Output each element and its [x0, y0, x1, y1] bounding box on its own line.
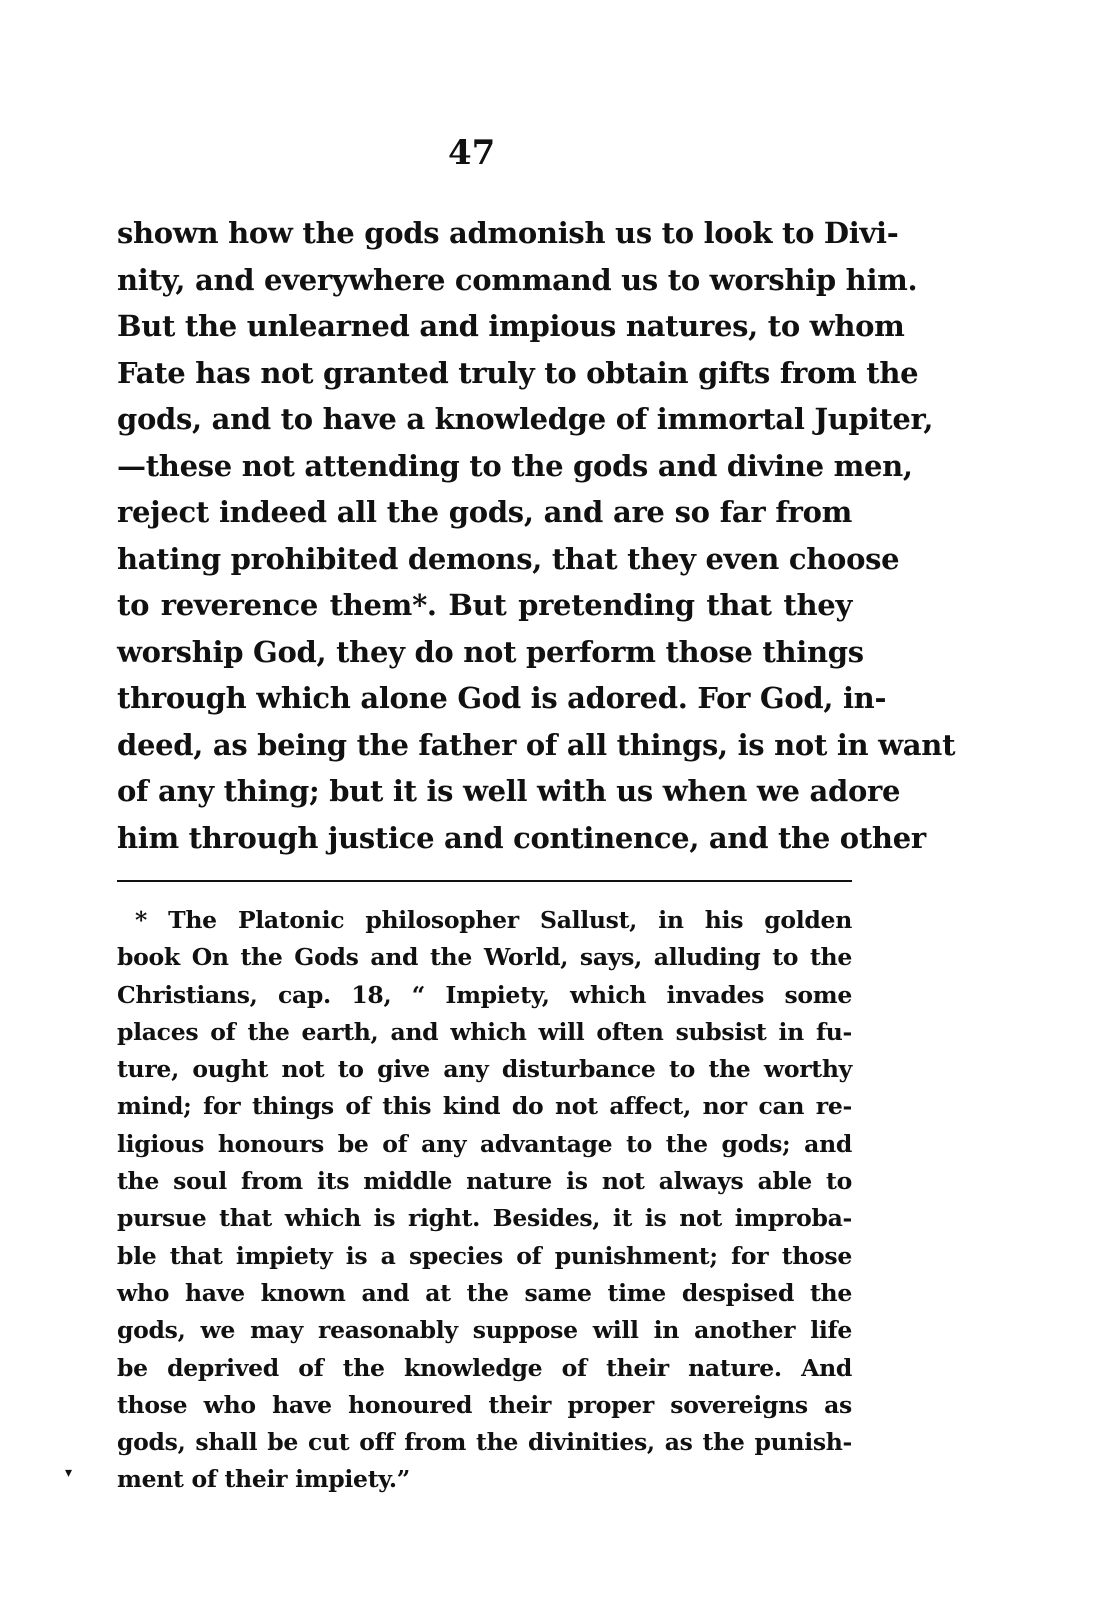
footnote-divider [117, 880, 852, 882]
footnote-line: mind; for things of this kind do not affect, nor can re- [117, 1092, 852, 1121]
body-text [117, 210, 956, 861]
footnote-line: ble that impiety is a species of punishment; for those [117, 1241, 852, 1270]
body-line: —these not attending to the gods and divine men, [117, 448, 913, 483]
footnote-line: ture, ought not to give any disturbance to the worthy [117, 1055, 852, 1084]
body-line: through which alone God is adored. For God, in- [117, 681, 887, 715]
footnote-line: gods, we may reasonably suppose will in another life [117, 1316, 852, 1345]
ink-speck-icon: ▾ [65, 1465, 73, 1481]
body-line: of any thing; but it is well with us when we adore [117, 774, 901, 808]
body-line: nity, and everywhere command us to worship him. [117, 262, 918, 297]
footnote-line: those who have honoured their proper sovereigns as [117, 1390, 852, 1419]
footnote-line: the soul from its middle nature is not always able to [117, 1167, 852, 1196]
body-line: reject indeed all the gods, and are so far from [117, 495, 852, 529]
footnote-line: gods, shall be cut off from the divinities, as the punish- [117, 1428, 852, 1457]
page-number: 47 [448, 133, 496, 173]
body-line: But the unlearned and impious natures, to whom [117, 309, 905, 343]
body-line: to reverence them*. But pretending that they [117, 588, 852, 622]
footnote-line: ment of their impiety.” [117, 1465, 411, 1494]
body-line: shown how the gods admonish us to look to Divi- [117, 216, 899, 250]
body-line: worship God, they do not perform those things [117, 634, 864, 669]
footnote-line: who have known and at the same time despised the [117, 1278, 852, 1307]
footnote-line: pursue that which is right. Besides, it is not improba- [117, 1204, 852, 1233]
footnote-line: book On the Gods and the World, says, alluding to the [117, 943, 852, 972]
footnote-line: ligious honours be of any advantage to the gods; and [117, 1129, 852, 1158]
body-line: gods, and to have a knowledge of immortal Jupiter, [117, 402, 934, 436]
body-line: deed, as being the father of all things, is not in want [117, 727, 956, 762]
footnote-line: * The Platonic philosopher Sallust, in his golden [135, 906, 852, 934]
body-line: him through justice and continence, and the other [117, 820, 926, 855]
body-line: hating prohibited demons, that they even choose [117, 541, 900, 576]
footnote-line: places of the earth, and which will often subsist in fu- [117, 1017, 852, 1046]
footnote [117, 902, 852, 1499]
footnote-line: be deprived of the knowledge of their nature. And [117, 1353, 852, 1382]
body-line: Fate has not granted truly to obtain gifts from the [117, 355, 919, 390]
footnote-line: Christians, cap. 18, “ Impiety, which invades some [117, 980, 852, 1009]
